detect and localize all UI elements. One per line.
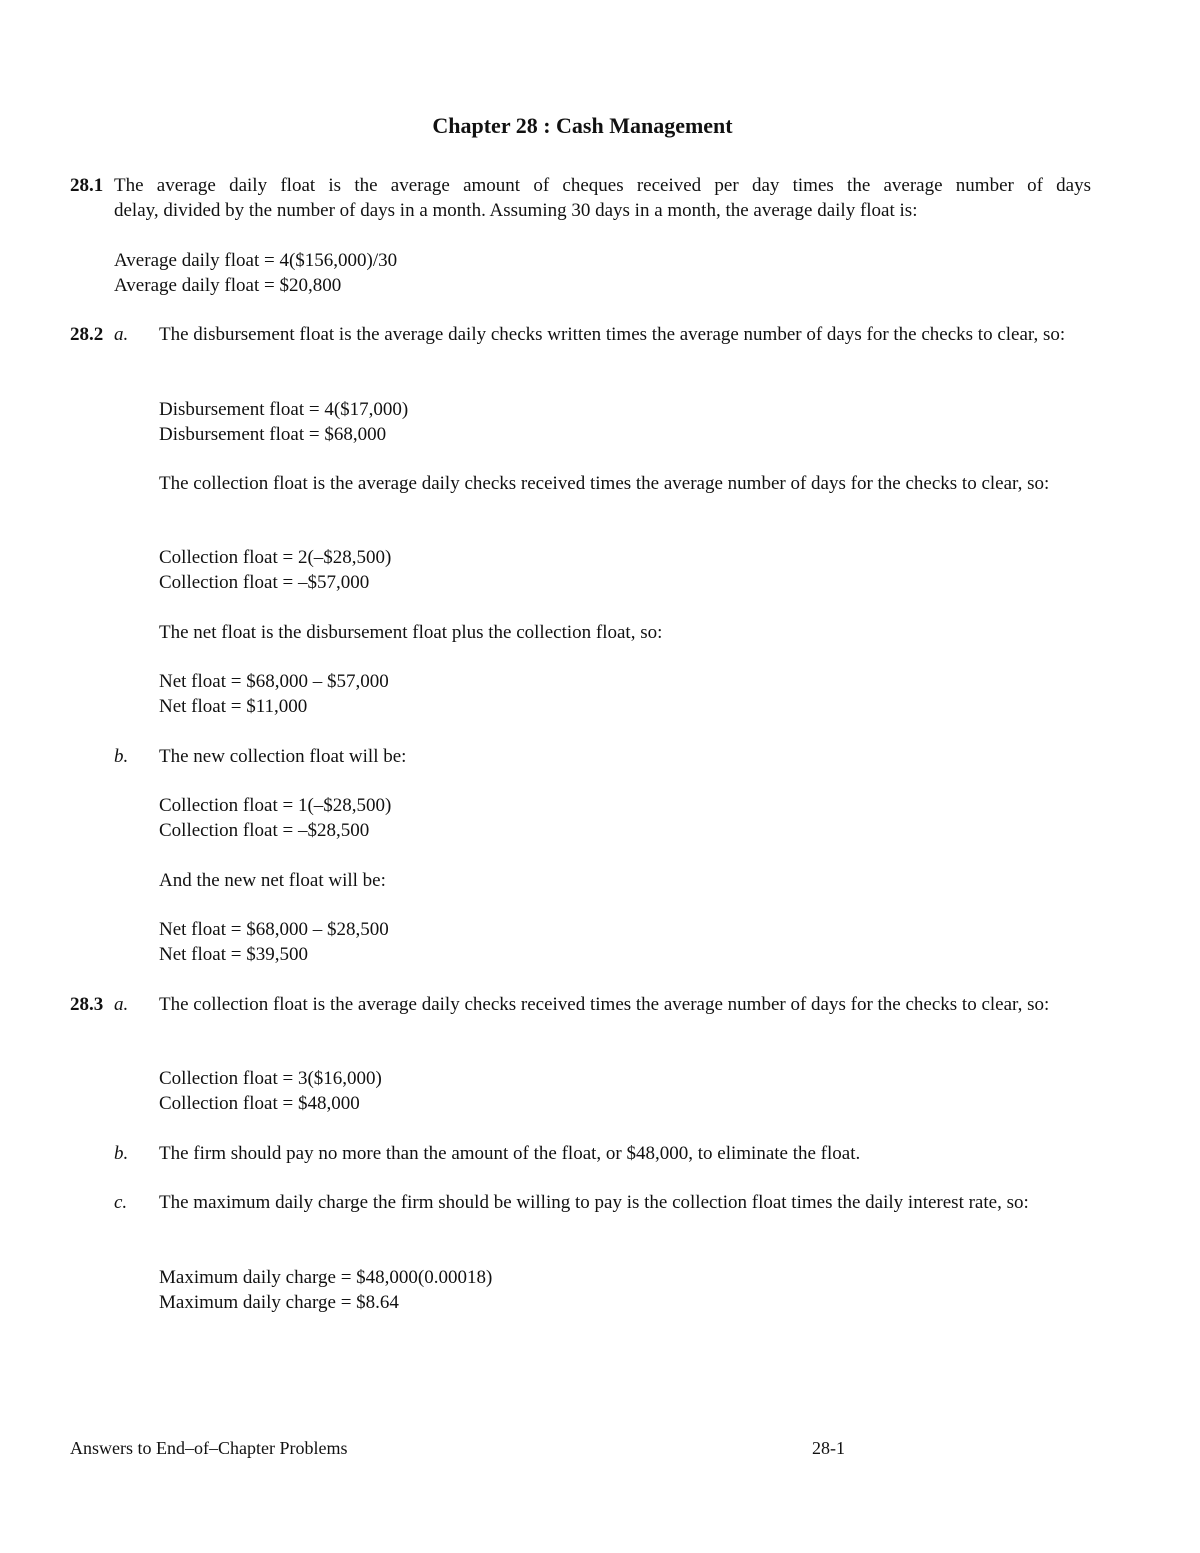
- part-letter: b.: [114, 746, 129, 767]
- paragraph: The disbursement float is the average daily checks written times the average number of days for the checks to clear, so:: [159, 324, 1066, 345]
- paragraph: The new collection float will be:: [159, 746, 407, 767]
- paragraph: And the new net float will be:: [159, 870, 386, 891]
- part-letter: c.: [114, 1192, 128, 1213]
- paragraph: The collection float is the average daily checks received times the average number of days for the checks to clear, so:: [159, 473, 1050, 494]
- equation: Net float = $68,000 – $57,000: [159, 671, 389, 692]
- equation: Collection float = 3($16,000): [159, 1068, 382, 1089]
- equation: Collection float = 1(–$28,500): [159, 795, 392, 816]
- problem-number-28-2: 28.2: [70, 324, 104, 345]
- problem-28-1-text-line-1: The average daily float is the average amount of cheques received per day times the average number of days: [114, 175, 1091, 196]
- part-letter: a.: [114, 994, 129, 1015]
- equation: Maximum daily charge = $8.64: [159, 1292, 399, 1313]
- part-letter: b.: [114, 1143, 129, 1164]
- equation: Collection float = 2(–$28,500): [159, 547, 392, 568]
- footer-label: Answers to End–of–Chapter Problems: [70, 1438, 348, 1458]
- paragraph: The collection float is the average daily checks received times the average number of days for the checks to clear, so:: [159, 994, 1050, 1015]
- paragraph: The net float is the disbursement float plus the collection float, so:: [159, 622, 663, 643]
- equation: Collection float = –$57,000: [159, 572, 370, 593]
- paragraph: The firm should pay no more than the amount of the float, or $48,000, to eliminate the float.: [159, 1143, 861, 1164]
- problem-number-28-3: 28.3: [70, 994, 104, 1015]
- equation: Net float = $39,500: [159, 944, 308, 965]
- problem-28-1-text-line-2: delay, divided by the number of days in a month. Assuming 30 days in a month, the average daily float is:: [114, 200, 918, 221]
- equation: Collection float = $48,000: [159, 1093, 360, 1114]
- problem-number-28-1: 28.1: [70, 175, 104, 196]
- equation: Disbursement float = 4($17,000): [159, 399, 409, 420]
- equation: Net float = $11,000: [159, 696, 308, 717]
- equation: Average daily float = $20,800: [114, 275, 342, 296]
- equation: Collection float = –$28,500: [159, 820, 370, 841]
- paragraph: The maximum daily charge the firm should be willing to pay is the collection float times the daily interest rate, so:: [159, 1192, 1029, 1213]
- part-letter: a.: [114, 324, 129, 345]
- page-title: Chapter 28 : Cash Management: [432, 113, 733, 138]
- equation: Net float = $68,000 – $28,500: [159, 919, 389, 940]
- equation: Maximum daily charge = $48,000(0.00018): [159, 1267, 493, 1288]
- equation: Average daily float = 4($156,000)/30: [114, 250, 398, 271]
- equation: Disbursement float = $68,000: [159, 424, 387, 445]
- page-number: 28-1: [812, 1438, 845, 1458]
